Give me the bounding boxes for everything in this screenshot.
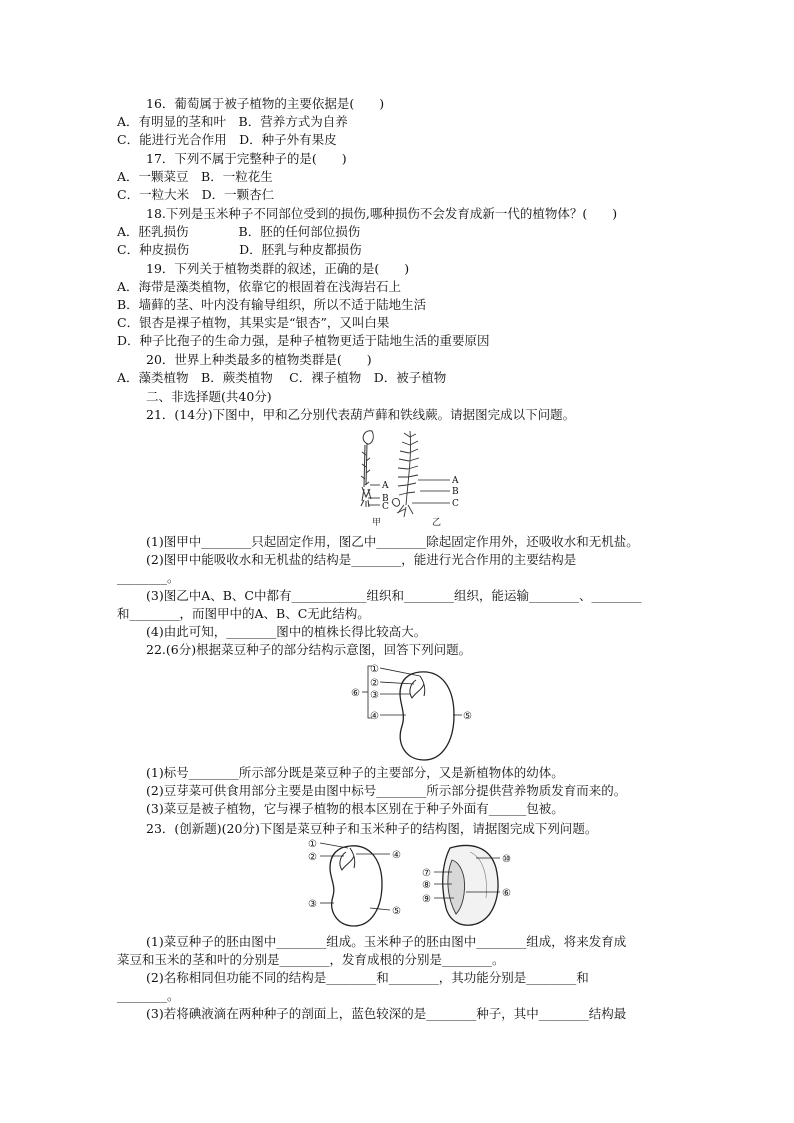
q23-label-10: ⑩: [502, 854, 511, 865]
q23-label-4: ④: [392, 850, 401, 861]
q16-options-1: A．有明显的茎和叶 B．营养方式为自养: [117, 114, 348, 129]
q23-part1-line1: (1)菜豆种子的胚由图中________组成。玉米种子的胚由图中________组成，将来发育成: [146, 934, 627, 949]
q16-options-2: C．能进行光合作用 D．种子外有果皮: [117, 132, 337, 147]
bean-leaders: [320, 843, 390, 910]
q22-label-6: ⑥: [351, 688, 360, 699]
q21-part3-line1: (3)图乙中A、B、C中都有____________组织和________组织，能运输________、________: [146, 588, 642, 603]
q22-label-4: ④: [370, 711, 379, 722]
moss-label-b: B: [382, 494, 389, 504]
q18-options-1: A．胚乳损伤 B．胚的任何部位损伤: [117, 224, 361, 239]
q22-label-2: ②: [370, 678, 379, 689]
fern-plant: [392, 431, 419, 517]
q17-options-1: A．一颗菜豆 B．一粒花生: [117, 169, 273, 184]
moss-fern-figure: [350, 425, 470, 530]
bean-seed-figure: [350, 660, 480, 765]
q18-options-2: C．种皮损伤 D．胚乳与种皮都损伤: [117, 242, 362, 257]
q22-label-5: ⑤: [463, 711, 472, 722]
q21-part2-line2: ________。: [117, 570, 180, 585]
q23-stem: 23．(创新题)(20分)下图是菜豆种子和玉米种子的结构图，请据图完成下列问题。: [146, 821, 598, 836]
q16-stem: 16．葡萄属于被子植物的主要依据是( ): [146, 96, 385, 111]
q21-part2-line1: (2)图甲中能吸收水和无机盐的结构是________，能进行光合作用的主要结构是: [146, 552, 577, 567]
q23-label-5: ⑤: [392, 906, 401, 917]
q20-options: A．藻类植物 B．蕨类植物 C．裸子植物 D．被子植物: [117, 370, 447, 385]
q20-stem: 20．世界上种类最多的植物类群是( ): [146, 352, 372, 367]
q19-option-b: B．墙藓的茎、叶内没有输导组织，所以不适于陆地生活: [117, 297, 427, 312]
moss-plant: [361, 431, 373, 507]
q21-stem: 21．(14分)下图中，甲和乙分别代表葫芦藓和铁线蕨。请据图完成以下问题。: [146, 407, 576, 422]
q22-stem: 22.(6分)根据菜豆种子的部分结构示意图，回答下列问题。: [146, 642, 472, 657]
q23-label-3: ③: [308, 899, 317, 910]
bean-embryo: [340, 852, 354, 870]
q23-label-8: ⑧: [422, 880, 431, 891]
q18-stem: 18.下列是玉米种子不同部位受到的损伤,哪种损伤不会发育成新一代的植物体？( ): [146, 206, 618, 221]
q22-part1: (1)标号________所示部分既是菜豆种子的主要部分，又是新植物体的幼体。: [146, 765, 564, 780]
q23-part3: (3)若将碘液滴在两种种子的剖面上，蓝色较深的是________种子，其中________结构最: [146, 1006, 627, 1021]
q22-part3: (3)菜豆是被子植物，它与裸子植物的根本区别在于种子外面有______包被。: [146, 801, 564, 816]
q17-stem: 17．下列不属于完整种子的是( ): [146, 151, 347, 166]
q23-label-1: ①: [308, 839, 317, 850]
bean-corn-seed-figure: [300, 838, 525, 934]
q22-part2: (2)豆芽菜可供食用部分主要是由图中标号________所示部分提供营养物质发育而来的。: [146, 783, 627, 798]
q23-label-9: ⑨: [422, 894, 431, 905]
bean-seed-outline: [330, 846, 382, 926]
q22-label-3: ③: [370, 690, 379, 701]
q22-label-1: ①: [370, 664, 379, 675]
section2-title: 二、非选择题(共40分): [146, 389, 272, 404]
bean-radicle: [350, 848, 355, 868]
q17-options-2: C．一粒大米 D．一颗杏仁: [117, 187, 275, 202]
seed-outline: [400, 672, 454, 760]
embryo-plumule: [410, 680, 424, 698]
q23-label-6: ⑥: [502, 888, 511, 899]
q23-part1-line2: 菜豆和玉米的茎和叶的分别是________，发育成根的分别是________。: [117, 952, 505, 967]
q21-part3-line2: 和________，而图甲中的A、B、C无此结构。: [117, 606, 370, 621]
q19-stem: 19．下列关于植物类群的叙述，正确的是( ): [146, 261, 410, 276]
q23-label-2: ②: [308, 852, 317, 863]
q21-part4: (4)由此可知，________图中的植株长得比较高大。: [146, 624, 427, 639]
q23-part2-line2: ________。: [117, 988, 180, 1003]
embryo-radicle: [420, 676, 425, 696]
moss-label-c: C: [382, 502, 389, 512]
q23-part2-line1: (2)名称相同但功能不同的结构是________和________，其功能分别是________和: [146, 970, 589, 985]
fern-label-c: C: [452, 499, 459, 509]
q23-label-7: ⑦: [422, 868, 431, 879]
moss-label-a: A: [382, 481, 389, 491]
moss-caption: 甲: [372, 518, 382, 528]
q19-option-a: A．海带是藻类植物，依靠它的根固着在浅海岩石上: [117, 279, 402, 294]
fern-label-a: A: [452, 476, 459, 486]
q21-part1: (1)图甲中________只起固定作用，图乙中________除起固定作用外，还吸收水和无机盐。: [146, 534, 639, 549]
fern-caption: 乙: [432, 518, 442, 528]
fern-label-b: B: [452, 487, 459, 497]
q19-option-c: C．银杏是裸子植物，其果实是“银杏”，又叫白果: [117, 315, 390, 330]
q19-option-d: D．种子比孢子的生命力强，是种子植物更适于陆地生活的重要原因: [117, 333, 490, 348]
